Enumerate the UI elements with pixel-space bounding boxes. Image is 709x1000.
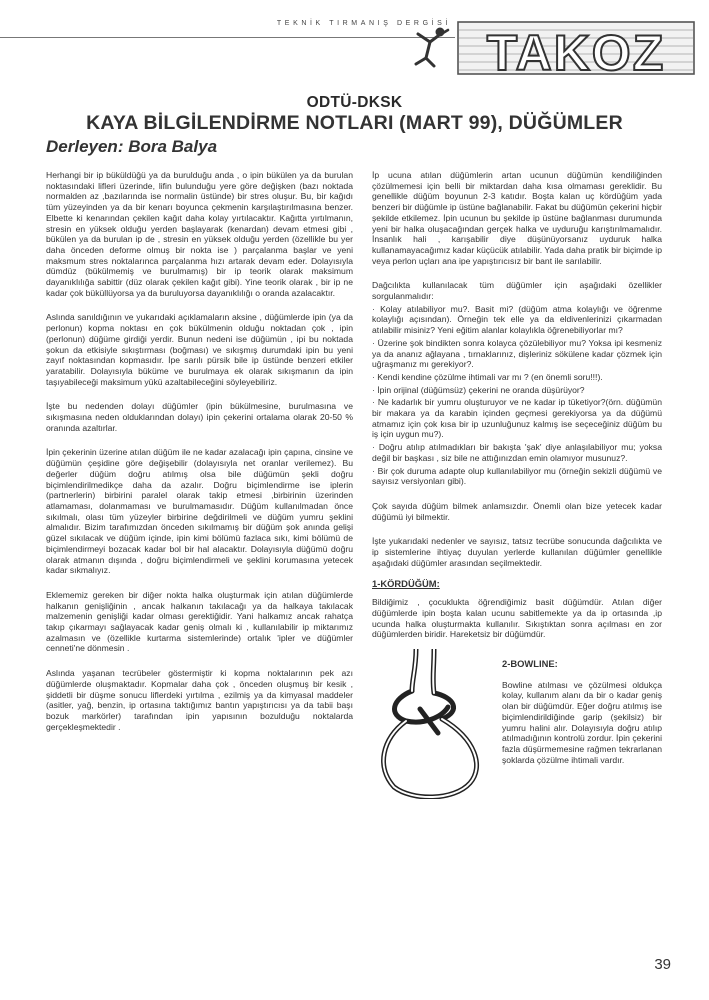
criteria-item: · İpin orijinal (düğümsüz) çekerini ne oranda düşürüyor? [372, 384, 585, 395]
section-heading-bowline: 2-BOWLINE: [502, 658, 558, 670]
paragraph: İşte bu nedenden dolayı düğümler (ipin bükülmesine, burulmasına ve sıkışmasına neden olduklarından dolayı) ipin çekerini ortalama olarak 20-50 % oranında azaltırlar. [46, 401, 353, 433]
header-rule [0, 37, 455, 38]
paragraph: Dağcılıkta kullanılacak tüm düğümler için aşağıdaki özellikler sorgulanmalıdır: [372, 280, 662, 302]
paragraph: Bildiğimiz , çocuklukta öğrendiğimiz basit düğümdür. Atılan diğer düğümlerde ipin boşta kalan ucunu sabitlemekte ya da ip ortasında ,ip ucunda halka oluşturmakta kullanılır. Sıkıştıktan sonra açılması en zor düğümlerden biridir. Hareketsiz bir düğümdür. [372, 597, 662, 640]
paragraph: İp ucuna atılan düğümlerin artan ucunun düğümün kendiliğinden çözülmemesi için belli bir miktardan daha kısa olmaması gereklidir. Bu genellikle düğüm boyunun 2-3 katıdır. Boşta kalan uç kördüğüm yada benzeri bir düğümle ip üstüne bağlanabilir. Fakat bu düğümün çekerini hiçbir şekilde etkilemez. İpin ucunun bu şekilde ip üstüne bağlanması durumunda yeni bir halka oluşacağından gerçek halka ve uyduruğu karıştırılmamalıdır. İnsanlık hali , karışabilir diye düşünüyorsanız uyduruk halka kullanamayacağımız kadar küçücük atılabilir. Yada daha pratik bir biçimde ip veya perlon uçları ana ipe yapıştırıcısız bir bant ile sarılabilir. [372, 170, 662, 266]
article-title: KAYA BİLGİLENDİRME NOTLARI (MART 99), DÜĞÜMLER [86, 112, 623, 134]
criteria-item: · Üzerine şok bindikten sonra kolayca çözülebiliyor mu? Yoksa ipi kesmeniz ya da ananız ağlayana , tırnaklarınız, dişleriniz sökülene kadar çözmek için uğraşmanız mı gerekiyor?. [372, 337, 662, 370]
magazine-subtitle: TEKNİK TIRMANIŞ DERGİSİ [276, 20, 451, 27]
paragraph: Aslında sanıldığının ve yukarıdaki açıklamaların aksine , düğümlerde ipin (ya da perlonun) kopma noktası en çok bükülmenin olduğu noktadan çok , ipin (perlonun) düğüme girdiği yerdir. Bunun nedeni ise düğümün , ipi bu noktada şokun da etkisiyle sıkıştırması (boğması) ve sıkışmış durumdaki ipin bu yeni zayıf noktasından kopmasıdır. İpe sarılı pürsik bile ip üstünde benzeri etkiler yaratabilir. Dolayısıyla büküme ve burulmaya ek olarak sıkışmanın da ipin taşıyabileceği maksimum yükü azaltabileceğini söyleyebiliriz. [46, 312, 353, 387]
bowline-description [502, 659, 662, 774]
article-author: Derleyen: Bora Balya [46, 137, 218, 156]
bowline-knot-illustration [372, 649, 492, 799]
right-column [372, 170, 662, 799]
paragraph: Çok sayıda düğüm bilmek anlamsızdır. Önemli olan bize yetecek kadar düğümü iyi bilmektir. [372, 500, 662, 522]
criteria-item: · Bir çok duruma adapte olup kullanılabiliyor mu (örneğin sekizli düğümü ve sayısız versiyonları gibi). [372, 465, 662, 487]
paragraph: Aslında yaşanan tecrübeler göstermiştir ki kopma noktalarının pek azı düğümlerde oluşmaktadır. Kopmalar daha çok , önceden oluşmuş bir kesik , şiddetli bir düşme sonucu liflerdeki yırtılma , ezilmiş ya da kimyasal maddeler (asitler, yağ, benzin, ip ortasına taktığımız bantın yapıştırıcısı ya da tabii başı bozuk markörler) tarafından ipin yapısının bozulduğu noktalarda gerçekleşmektedir . [46, 668, 353, 732]
bowline-section [372, 649, 662, 799]
criteria-item: · Kolay atılabiliyor mu?. Basit mi? (düğüm atma kolaylığı ve öğrenme kolaylığı açısından). Örneğin tek elle ya da eldivenlerinizi çıkarmadan atılabilir misiniz? Yeni eğitim alanlar kolaylıkla öğrenebiliyorlar mı? [372, 303, 662, 336]
criteria-item: · Kendi kendine çözülme ihtimali var mı ? (en önemli soru!!!). [372, 371, 603, 382]
paragraph: Herhangi bir ip büküldüğü ya da burulduğu anda , o ipin bükülen ya da burulan noktasındaki lifleri üzerinde, lifin bulunduğu yere göre değişken (bazı noktada normalden az ,bazılarında ise normalin üstünde) bir stres oluşur. Bu, bir kağıdı tüm yüzeyinden ya da bir kenarı boyunca çekmenin karşılaştırılmasına benzer. Elbette ki kenarından çekilen kağıt daha kolay yırtılacaktır. Kağıtta yırtılmanın, stresin en yüksek olduğu yerden başlayarak (kenardan) devam etmesi gibi , bükülen ya da burulan ip de , stresin en yüksek olduğu yerden (özellikle bu yer daha önceden deforme olmuş bir nokta ise ) parçalanma başlar ve yeni maksmum stres noktalarınca parçalanma hızı artarak devam eder. Dolayısıyla dümdüz (bükülmemiş ve burulmamış) bir ip teorik olarak maksimum dayanıklılığa sabittir (düz olarak çekilen kağıt gibi). Yine teorik olarak , bir ip ne kadar çok büküllüyorsa ya da buruluyorsa dayanıklılığı o oranda azalacaktır. [46, 170, 353, 298]
page-number: 39 [654, 956, 671, 973]
svg-text:TAKOZ: TAKOZ [486, 25, 666, 80]
criteria-item: · Doğru atılıp atılmadıkları bir bakışta 'şak' diye anlaşılabiliyor mu; yoksa değil bir başkası , siz bile ne attığınızdan emin olamıyor musunuz?. [372, 442, 662, 463]
paragraph: İpin çekerinin üzerine atılan düğüm ile ne kadar azalacağı ipin çapına, cinsine ve düğümün çeşidine göre değişebilir (dolayısıyla net oranlar verilemez). Bu değerler düğüm doğru atılmış olsa bile düğümün şekli doğru biçimlendirilmedikçe daha da azalır. Doğru biçimlendirme ise iplerin (partnerlerin) birbirini paralel olarak takip etmesi ,birbirinin üzerinden atlamaması, dolanmaması ve burulmamasıdır. Düğüm kullanılmadan önce sıkılmalı, olası tüm yüzeyler birbirine değdirilmeli ve düğüm yumru şeklini almalıdır. Bizim tarafımızdan önceden sıkılmamış bir düğüm şok anında gelişi güzel sıkılacak ve düğüm içinde, ipin kimi bölümü fazlaca sıkı, kimi bölümü de biçimlendirmeyi bozacak kadar bol bir hal alacaktır. Dolayısıyla düğümü doğru olarak atmanın dışında , doğru biçimlendirmeli ve şeklini korumasına yetecek kadar sıkmalıyız. [46, 447, 353, 576]
paragraph: Eklememiz gereken bir diğer nokta halka oluşturmak için atılan düğümlerde halkanın genişliğinin , ancak halkanın takılacağı ya da halkaya takılacak malzemenin genişliği kadar olması gerektiğidir. Yani halkamız ancak rahatça takıp çıkarmayı sağlayacak kadar geniş olmalı ki , kullanılabilir ip miktarımız azalmasın ve (özellikle kurtarma sistemlerinde) ortalık 'ipler ve düğümler cenneti'ne dönmesin . [46, 589, 353, 654]
left-column [46, 170, 353, 741]
section-heading-kordugum: 1-KÖRDÜĞÜM: [372, 577, 440, 589]
department-name: ODTÜ-DKSK [306, 94, 403, 111]
climber-figure-icon [416, 28, 448, 66]
takoz-logo [408, 14, 698, 80]
paragraph: Bowline atılması ve çözülmesi oldukça kolay, kullanım alanı da bir o kadar geniş olan bir düğümdür. Eğer doğru atılmış ise biçimlendirildiğinde garip (şekilsiz) bir yumru halini alır. Dolayısıyla doğru atılıp atılmadığının kontrolü zordur. İpin çekerini fazla düşürmemesine rağmen tekrarlanan şoklarda çözülme ihtimali vardır. [502, 679, 662, 765]
criteria-item: · Ne kadarlık bir yumru oluşturuyor ve ne kadar ip tüketiyor?(örn. düğümün bir makara ya da karabin içinden geçmesi gerekiyorsa ya da düğümü atmamız için çok kısa bir ip uzunluğunuz kalmış ise seçeceğiniz düğüm bu iş için uygun mu?). [372, 397, 662, 440]
paragraph: İşte yukarıdaki nedenler ve sayısız, tatsız tecrübe sonucunda dağcılıkta ve ip sistemlerine ihtiyaç duyulan yerlerde kullanılan düğümler genellikle aşağıdaki düğümler arasından seçilmektedir. [372, 536, 662, 568]
